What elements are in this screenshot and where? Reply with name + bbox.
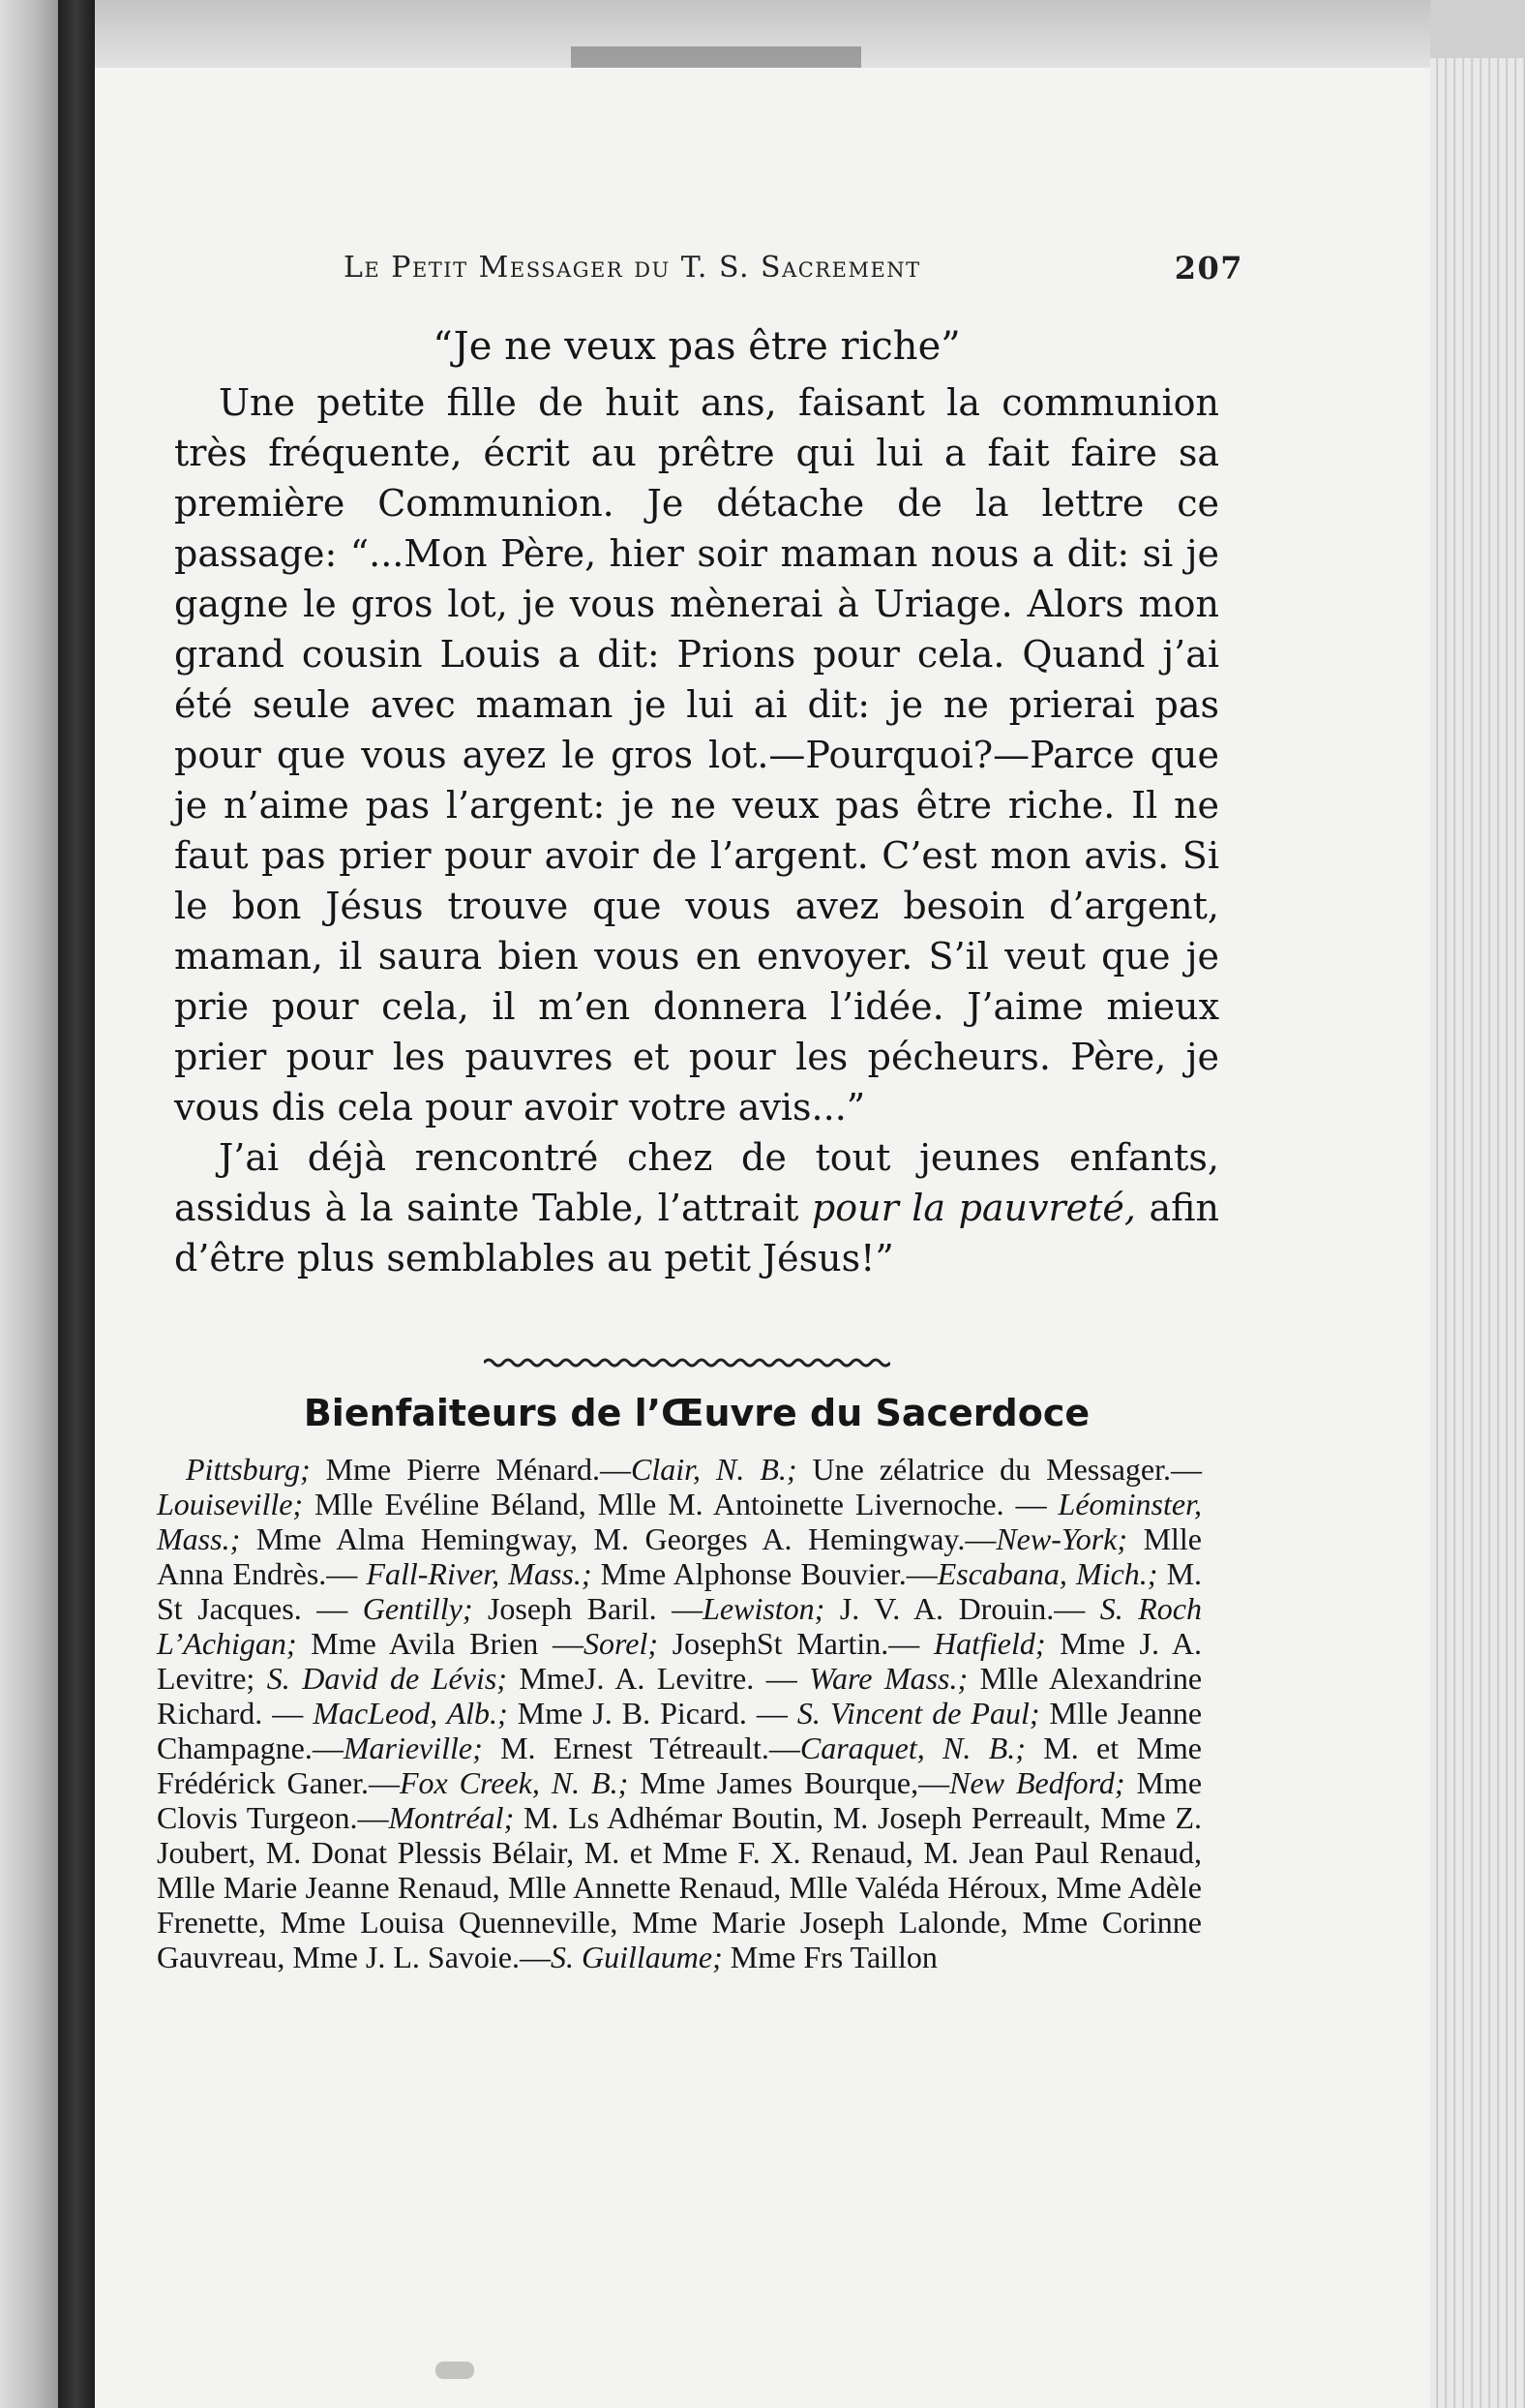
donor-place: S. Vincent de Paul; [796,1696,1040,1731]
donor-names: Mlle Evéline Béland, Mlle M. Antoinette Livernoche. — [303,1487,1059,1521]
donor-names: Mme James Bourque,— [628,1765,950,1800]
donor-paragraph [157,1452,1202,1974]
left-page-edge [0,0,58,2408]
donor-names: Mme J. B. Picard. — [507,1696,797,1731]
section-title: Bienfaiteurs de l’Œuvre du Sacerdoce [303,1392,1091,1434]
donor-names: Mme Clovis Turgeon.— [157,1765,1203,1835]
donor-names: Mlle Alexandrine Richard. — [157,1661,1203,1731]
donor-place: S. Roch L’Achigan; [157,1591,1203,1661]
running-title: Le Petit Messager du T. S. Sacrement [344,251,921,285]
donor-names: J. V. A. Drouin.— [824,1591,1100,1626]
donor-place: New-York; [996,1521,1128,1556]
donor-place: Gentilly; [362,1591,473,1626]
donor-names: Mme Alphonse Bouvier.— [591,1556,938,1591]
scan-smudge [435,2362,474,2379]
donor-names: Mme Alma Hemingway, M. Georges A. Hemingway.— [240,1521,997,1556]
donor-place: Pittsburg; [186,1452,311,1487]
right-page-edges [1430,58,1525,2408]
article-paragraph-1: Une petite fille de huit ans, faisant la communion très fréquente, écrit au prêtre qui lui a fait faire sa première Communion. Je détache de la lettre ce passage: “...Mon Père, hier soir maman nous a dit: si je gagne le gros lot, je vous mènerai à Uriage. Alors mon grand cousin Louis a dit: Prions pour cela. Quand j’ai été seule avec maman je lui ai dit: je ne prierai pas pour que vous ayez le gros lot.—Pourquoi?—Parce que je n’aime pas l’argent: je ne veux pas être riche. Il ne faut pas prier pour avoir de l’argent. C’est mon avis. Si le bon Jésus trouve que vous avez besoin d’argent, maman, il saura bien vous en envoyer. S’il veut que je prie pour cela, il m’en donnera l’idée. J’aime mieux prier pour les pauvres et pour les pécheurs. Père, je vous dis cela pour avoir votre avis...” [174,381,1219,1129]
donor-list [157,1452,1202,1974]
article-body [174,377,1219,1283]
book-spine [58,0,95,2408]
donor-names: JosephSt Martin.— [658,1626,935,1661]
donor-place: S. Guillaume; [551,1940,723,1974]
donor-names: M. Ernest Tétreault.— [482,1731,800,1765]
donor-place: Caraquet, N. B.; [799,1731,1026,1765]
donor-names: Mlle Jeanne Champagne.— [157,1696,1203,1765]
donor-names: Mme Pierre Ménard.— [310,1452,632,1487]
donor-names: Une zélatrice du Messager.— [796,1452,1203,1487]
donor-names: Mme Frs Taillon [722,1940,938,1974]
article-paragraph-2 [174,1132,1219,1283]
donor-place: Sorel; [583,1626,658,1661]
article-title: “Je ne veux pas être riche” [433,324,961,369]
donor-place: Hatfield; [934,1626,1046,1661]
donor-place: Fall-River, Mass.; [366,1556,592,1591]
donor-names: Mme J. A. Levitre; [157,1626,1203,1696]
donor-place: Lewiston; [703,1591,825,1626]
donor-names: M. Ls Adhémar Boutin, M. Joseph Perreault, Mme Z. Joubert, M. Donat Plessis Bélair, M. et Mme F. X. Renaud, M. Jean Paul Renaud, Mlle Marie Jeanne Renaud, Mlle Annette Renaud, Mlle Valéda Héroux, Mme Adèle Frenette, Mme Louisa Quenneville, Mme Marie Joseph Lalonde, Mme Corinne Gauvreau, Mme J. L. Savoie.— [157,1800,1203,1974]
paragraph-2-end: afin d’être plus semblables au petit Jésus!” [174,1187,1219,1279]
donor-place: Marieville; [343,1731,483,1765]
running-header [344,244,1243,292]
paragraph-2-italic: pour la pauvreté, [811,1187,1136,1229]
donor-place: Fox Creek, N. B.; [399,1765,629,1800]
donor-place: Léominster, Mass.; [157,1487,1202,1556]
donor-names: Mlle Anna Endrès.— [157,1521,1202,1591]
donor-names: MmeJ. A. Levitre. — [506,1661,810,1696]
donor-place: S. David de Lévis; [266,1661,507,1696]
donor-place: New Bedford; [949,1765,1125,1800]
donor-names: Mme Avila Brien — [296,1626,583,1661]
section-divider-ornament [484,1355,890,1370]
paragraph-2-start: J’ai déjà rencontré chez de tout jeunes enfants, assidus à la sainte Table, l’attrait [174,1136,1219,1229]
donor-names: M. St Jacques. — [157,1556,1203,1626]
donor-place: Montréal; [388,1800,515,1835]
donor-place: Clair, N. B.; [631,1452,797,1487]
donor-place: Escabana, Mich.; [937,1556,1158,1591]
donor-names: Joseph Baril. — [472,1591,703,1626]
donor-place: Ware Mass.; [809,1661,969,1696]
page-number: 207 [1174,250,1243,286]
donor-place: Louiseville; [157,1487,304,1521]
donor-place: MacLeod, Alb.; [313,1696,508,1731]
donor-names: M. et Mme Frédérick Ganer.— [157,1731,1203,1800]
